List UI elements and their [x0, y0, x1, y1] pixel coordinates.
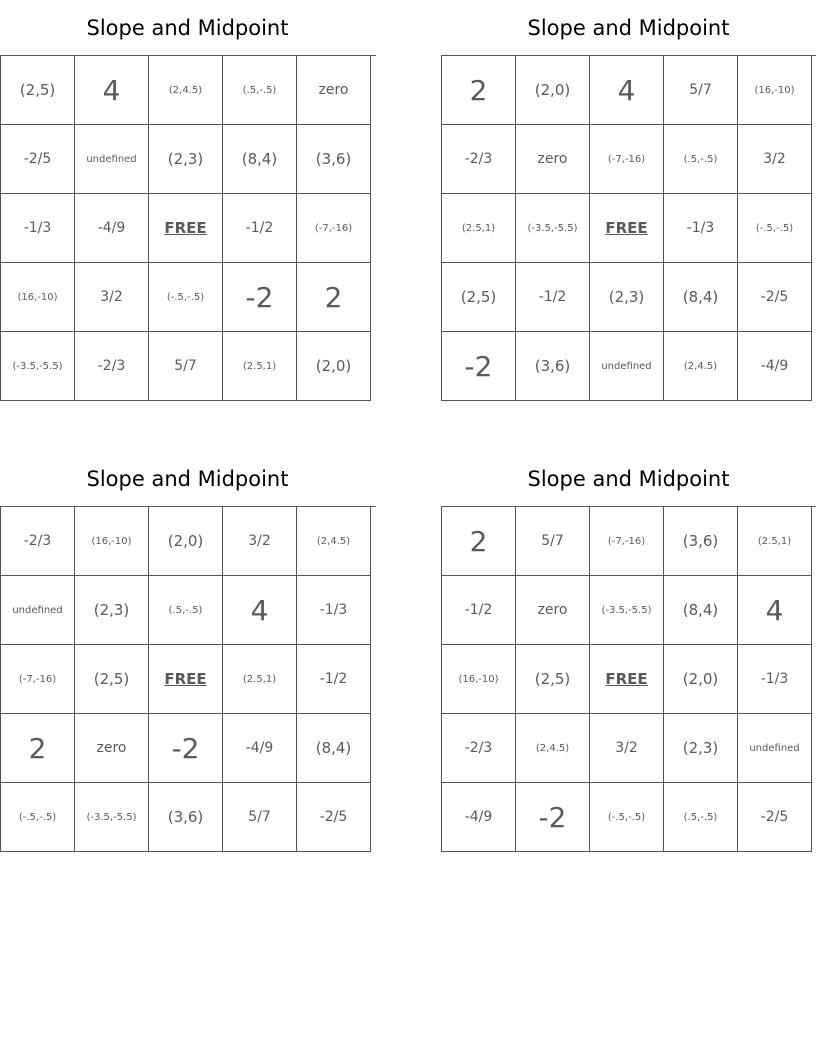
bingo-cell: zero: [516, 576, 590, 645]
bingo-cell: 4: [590, 56, 664, 125]
bingo-cell: -1/2: [297, 645, 371, 714]
bingo-cell: -4/9: [738, 332, 812, 401]
bingo-cell: (2.5,1): [738, 507, 812, 576]
bingo-cell: (2.5,1): [223, 332, 297, 401]
bingo-cell: 5/7: [149, 332, 223, 401]
bingo-cell: (.5,-.5): [664, 783, 738, 852]
bingo-cell: -1/2: [516, 263, 590, 332]
bingo-cell: 5/7: [664, 56, 738, 125]
bingo-cell: (-.5,-.5): [590, 783, 664, 852]
bingo-cell: (-.5,-.5): [149, 263, 223, 332]
bingo-cell: 2: [1, 714, 75, 783]
bingo-cell: (16,-10): [75, 507, 149, 576]
bingo-cell: (16,-10): [442, 645, 516, 714]
bingo-cell: (2,5): [75, 645, 149, 714]
bingo-cell: (2,3): [75, 576, 149, 645]
bingo-cell: (8,4): [664, 263, 738, 332]
bingo-cell: -2/3: [442, 714, 516, 783]
bingo-cell: (-3.5,-5.5): [590, 576, 664, 645]
bingo-cell: -4/9: [75, 194, 149, 263]
bingo-cell: (2,0): [516, 56, 590, 125]
bingo-cell: (3,6): [664, 507, 738, 576]
bingo-cell: (-3.5,-5.5): [1, 332, 75, 401]
bingo-cell: (16,-10): [1, 263, 75, 332]
bingo-cell: (2.5,1): [442, 194, 516, 263]
card-title: Slope and Midpoint: [527, 16, 730, 40]
bingo-cell: (8,4): [297, 714, 371, 783]
bingo-cell: (3,6): [149, 783, 223, 852]
bingo-cell: (.5,-.5): [223, 56, 297, 125]
bingo-cell: (.5,-.5): [664, 125, 738, 194]
free-space-cell: FREE: [590, 194, 664, 263]
bingo-cell: zero: [297, 56, 371, 125]
free-space-cell: FREE: [149, 645, 223, 714]
bingo-cell: -1/3: [664, 194, 738, 263]
bingo-cell: -1/2: [442, 576, 516, 645]
bingo-cell: (-.5,-.5): [738, 194, 812, 263]
bingo-cell: undefined: [738, 714, 812, 783]
bingo-cell: -4/9: [442, 783, 516, 852]
bingo-cell: 2: [442, 507, 516, 576]
bingo-cell: undefined: [1, 576, 75, 645]
bingo-cell: -2: [516, 783, 590, 852]
bingo-cell: (8,4): [223, 125, 297, 194]
bingo-cell: (-7,-16): [590, 125, 664, 194]
card-title: Slope and Midpoint: [527, 467, 730, 491]
bingo-cell: 3/2: [590, 714, 664, 783]
bingo-cell: (2,3): [590, 263, 664, 332]
bingo-cell: 3/2: [223, 507, 297, 576]
bingo-cell: -1/2: [223, 194, 297, 263]
bingo-grid: [0, 55, 376, 401]
bingo-cell: (2,5): [442, 263, 516, 332]
bingo-cell: -1/3: [1, 194, 75, 263]
bingo-cell: 4: [223, 576, 297, 645]
bingo-cell: 2: [442, 56, 516, 125]
bingo-cell: (-3.5,-5.5): [516, 194, 590, 263]
bingo-cell: -2/3: [1, 507, 75, 576]
bingo-cell: (2,0): [664, 645, 738, 714]
bingo-cell: -4/9: [223, 714, 297, 783]
bingo-cell: (-7,-16): [297, 194, 371, 263]
bingo-cell: 3/2: [738, 125, 812, 194]
bingo-cell: -2/3: [442, 125, 516, 194]
bingo-cell: (2,0): [149, 507, 223, 576]
card-title: Slope and Midpoint: [86, 467, 289, 491]
bingo-cell: (2,4.5): [149, 56, 223, 125]
bingo-cell: (3,6): [516, 332, 590, 401]
bingo-cell: -2/5: [1, 125, 75, 194]
bingo-cell: (2,4.5): [297, 507, 371, 576]
bingo-cell: zero: [75, 714, 149, 783]
bingo-cell: -2: [442, 332, 516, 401]
bingo-cell: 5/7: [223, 783, 297, 852]
bingo-cell: -1/3: [738, 645, 812, 714]
bingo-cell: undefined: [75, 125, 149, 194]
bingo-cell: 4: [75, 56, 149, 125]
bingo-cell: 5/7: [516, 507, 590, 576]
bingo-cell: -2: [149, 714, 223, 783]
bingo-cell: -2: [223, 263, 297, 332]
bingo-cell: (2,3): [149, 125, 223, 194]
bingo-cell: (2,0): [297, 332, 371, 401]
bingo-cell: 3/2: [75, 263, 149, 332]
bingo-cell: zero: [516, 125, 590, 194]
bingo-grid: [441, 506, 816, 852]
bingo-cell: (.5,-.5): [149, 576, 223, 645]
bingo-grid: [0, 506, 376, 852]
bingo-cell: -2/3: [75, 332, 149, 401]
bingo-cell: (2,5): [516, 645, 590, 714]
free-space-cell: FREE: [590, 645, 664, 714]
bingo-cell: -2/5: [297, 783, 371, 852]
bingo-cell: 2: [297, 263, 371, 332]
bingo-cell: (-7,-16): [590, 507, 664, 576]
bingo-cell: -2/5: [738, 263, 812, 332]
bingo-card-1: [0, 10, 375, 401]
bingo-cell: 4: [738, 576, 812, 645]
bingo-grid: [441, 55, 816, 401]
bingo-cell: -1/3: [297, 576, 371, 645]
bingo-cell: (16,-10): [738, 56, 812, 125]
bingo-card-4: [441, 461, 816, 852]
card-title: Slope and Midpoint: [86, 16, 289, 40]
bingo-cell: (2,5): [1, 56, 75, 125]
bingo-cell: undefined: [590, 332, 664, 401]
bingo-cell: (8,4): [664, 576, 738, 645]
bingo-card-2: [441, 10, 816, 401]
bingo-cell: (-7,-16): [1, 645, 75, 714]
free-space-cell: FREE: [149, 194, 223, 263]
bingo-cell: -2/5: [738, 783, 812, 852]
bingo-cell: (-3.5,-5.5): [75, 783, 149, 852]
bingo-cell: (2.5,1): [223, 645, 297, 714]
bingo-card-3: [0, 461, 375, 852]
bingo-cell: (3,6): [297, 125, 371, 194]
bingo-cell: (2,4.5): [664, 332, 738, 401]
bingo-cell: (2,3): [664, 714, 738, 783]
bingo-cell: (-.5,-.5): [1, 783, 75, 852]
bingo-cell: (2,4.5): [516, 714, 590, 783]
